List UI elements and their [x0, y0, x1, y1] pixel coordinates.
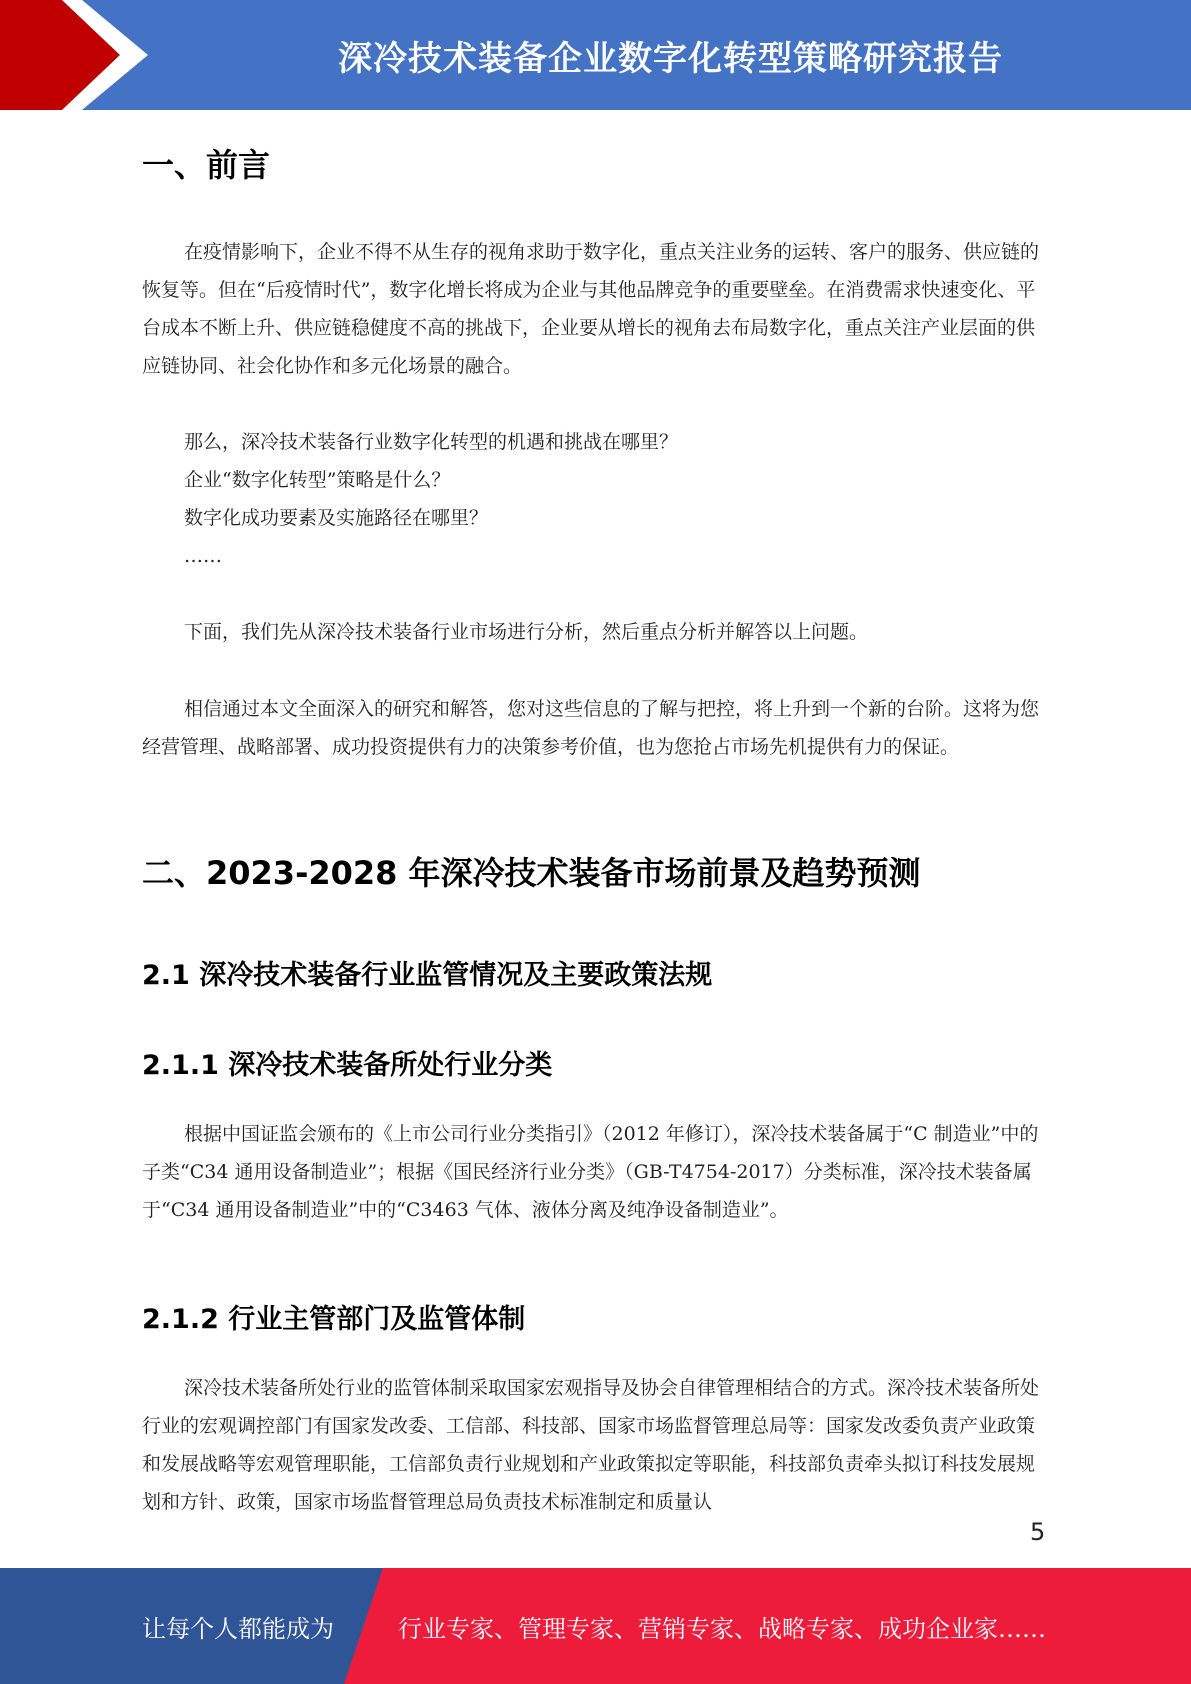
heading-preface: 一、前言: [142, 146, 271, 184]
question-2: 企业“数字化转型”策略是什么？: [184, 469, 451, 491]
heading-outlook: 二、2023-2028 年深冷技术装备市场前景及趋势预测: [142, 854, 921, 892]
paragraph-2-1-2: 深冷技术装备所处行业的监管体制采取国家宏观指导及协会自律管理相结合的方式。深冷技术装备所处行业的宏观调控部门有国家发改委、工信部、科技部、国家市场监督管理总局等：国家发改委负责产业政策和发展战略等宏观管理职能，工信部负责行业规划和产业政策拟定等职能，科技部负责牵头拟订科技发展规划和方针、政策，国家市场监督管理总局负责技术标准制定和质量认: [142, 1377, 1040, 1513]
page-footer: [0, 1568, 1191, 1684]
preface-paragraph-3: 相信通过本文全面深入的研究和解答，您对这些信息的了解与把控，将上升到一个新的台阶。这将为您经营管理、战略部署、成功投资提供有力的决策参考价值，也为您抢占市场先机提供有力的保证。: [142, 698, 1040, 758]
page-header: [0, 0, 1191, 110]
heading-2-1-2: 2.1.2 行业主管部门及监管体制: [142, 1304, 526, 1335]
page-number: 5: [1030, 1518, 1046, 1546]
footer-slogan-right: 行业专家、管理专家、营销专家、战略专家、成功企业家……: [398, 1614, 1046, 1643]
heading-2-1-1: 2.1.1 深冷技术装备所处行业分类: [142, 1050, 553, 1081]
preface-paragraph-1: 在疫情影响下，企业不得不从生存的视角求助于数字化，重点关注业务的运转、客户的服务、供应链的恢复等。但在“后疫情时代”，数字化增长将成为企业与其他品牌竞争的重要壁垒。在消费需求快速变化、平台成本不断上升、供应链稳健度不高的挑战下，企业要从增长的视角去布局数字化，重点关注产业层面的供应链协同、社会化协作和多元化场景的融合。: [142, 241, 1040, 377]
question-ellipsis: ……: [184, 545, 222, 567]
footer-slogan-left: 让每个人都能成为: [142, 1614, 334, 1643]
report-title: 深冷技术装备企业数字化转型策略研究报告: [338, 38, 1003, 79]
preface-paragraph-2: 下面，我们先从深冷技术装备行业市场进行分析，然后重点分析并解答以上问题。: [184, 621, 869, 643]
paragraph-2-1-1: 根据中国证监会颁布的《上市公司行业分类指引》（2012 年修订），深冷技术装备属于“C 制造业”中的子类“C34 通用设备制造业”；根据《国民经济行业分类》（GB-T4754-2017）分类标准，深冷技术装备属于“C34 通用设备制造业”中的“C3463 气体、液体分离及纯净设备制造业”。: [142, 1123, 1039, 1221]
question-3: 数字化成功要素及实施路径在哪里？: [184, 507, 489, 529]
question-1: 那么，深冷技术装备行业数字化转型的机遇和挑战在哪里？: [184, 431, 679, 453]
heading-2-1: 2.1 深冷技术装备行业监管情况及主要政策法规: [142, 960, 713, 991]
